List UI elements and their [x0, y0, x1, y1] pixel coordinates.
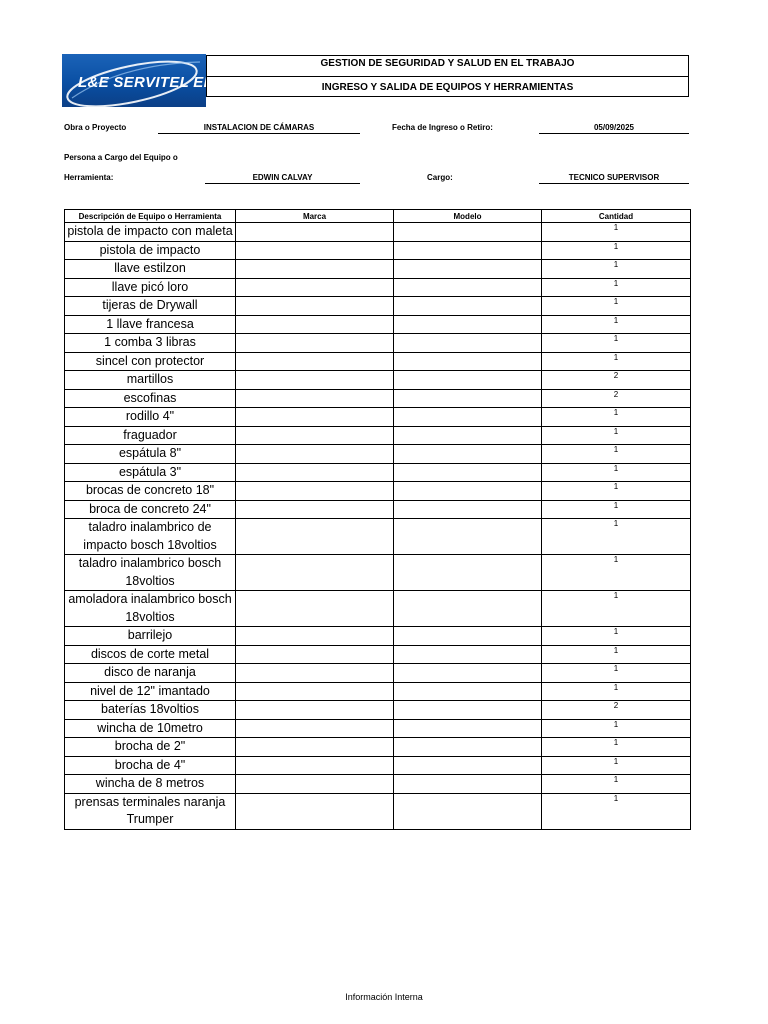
- cell-cantidad: 1: [542, 738, 691, 757]
- table-row: [65, 555, 691, 591]
- table-row: [65, 297, 691, 316]
- cell-marca: [236, 645, 394, 664]
- cell-modelo: [394, 260, 542, 279]
- cell-marca: [236, 682, 394, 701]
- cell-descripcion: tijeras de Drywall: [65, 297, 236, 316]
- fecha-value: 05/09/2025: [539, 122, 689, 134]
- cell-descripcion: 1 comba 3 libras: [65, 334, 236, 353]
- table-row: [65, 756, 691, 775]
- cell-cantidad: 1: [542, 315, 691, 334]
- title-line-1: GESTION DE SEGURIDAD Y SALUD EN EL TRABAJO: [207, 56, 688, 77]
- table-row: [65, 371, 691, 390]
- cell-cantidad: 1: [542, 352, 691, 371]
- table-row: [65, 352, 691, 371]
- table-row: [65, 426, 691, 445]
- cell-cantidad: 1: [542, 627, 691, 646]
- footer-text: Información Interna: [345, 992, 423, 1002]
- cell-marca: [236, 389, 394, 408]
- table-body: [65, 223, 691, 830]
- cell-marca: [236, 315, 394, 334]
- cell-cantidad: 1: [542, 591, 691, 627]
- cell-descripcion: llave estilzon: [65, 260, 236, 279]
- cell-cantidad: 1: [542, 463, 691, 482]
- cell-modelo: [394, 793, 542, 829]
- cell-marca: [236, 793, 394, 829]
- cell-cantidad: 2: [542, 389, 691, 408]
- cell-marca: [236, 664, 394, 683]
- cell-cantidad: 1: [542, 297, 691, 316]
- cell-marca: [236, 555, 394, 591]
- cell-descripcion: 1 llave francesa: [65, 315, 236, 334]
- cell-cantidad: 1: [542, 555, 691, 591]
- cell-descripcion: brocha de 2": [65, 738, 236, 757]
- table-row: [65, 315, 691, 334]
- cell-marca: [236, 371, 394, 390]
- header-modelo: Modelo: [394, 210, 542, 223]
- table-row: [65, 408, 691, 427]
- table-row: [65, 701, 691, 720]
- cell-descripcion: wincha de 10metro: [65, 719, 236, 738]
- cell-descripcion: nivel de 12" imantado: [65, 682, 236, 701]
- cell-modelo: [394, 426, 542, 445]
- cell-descripcion: martillos: [65, 371, 236, 390]
- cell-modelo: [394, 315, 542, 334]
- cell-marca: [236, 775, 394, 794]
- cell-marca: [236, 719, 394, 738]
- document-header: [62, 54, 689, 97]
- equipment-table: [64, 209, 691, 830]
- cell-cantidad: 1: [542, 278, 691, 297]
- cell-descripcion: fraguador: [65, 426, 236, 445]
- cell-descripcion: sincel con protector: [65, 352, 236, 371]
- cell-modelo: [394, 555, 542, 591]
- cell-marca: [236, 445, 394, 464]
- cell-descripcion: taladro inalambrico de impacto bosch 18voltios: [65, 519, 236, 555]
- cell-modelo: [394, 627, 542, 646]
- cell-modelo: [394, 278, 542, 297]
- header-marca: Marca: [236, 210, 394, 223]
- cell-descripcion: amoladora inalambrico bosch 18voltios: [65, 591, 236, 627]
- cell-marca: [236, 297, 394, 316]
- table-row: [65, 591, 691, 627]
- cell-descripcion: discos de corte metal: [65, 645, 236, 664]
- table-row: [65, 223, 691, 242]
- cell-cantidad: 1: [542, 260, 691, 279]
- cell-modelo: [394, 591, 542, 627]
- table-row: [65, 389, 691, 408]
- cell-marca: [236, 463, 394, 482]
- table-row: [65, 719, 691, 738]
- logo-text: L&E SERVITEL EIRL: [78, 74, 229, 91]
- cell-modelo: [394, 482, 542, 501]
- cell-marca: [236, 260, 394, 279]
- cell-marca: [236, 738, 394, 757]
- cell-descripcion: broca de concreto 24": [65, 500, 236, 519]
- cell-descripcion: barrilejo: [65, 627, 236, 646]
- table-row: [65, 519, 691, 555]
- fecha-label: Fecha de Ingreso o Retiro:: [392, 123, 493, 132]
- cell-cantidad: 1: [542, 719, 691, 738]
- cell-descripcion: rodillo 4": [65, 408, 236, 427]
- table-row: [65, 334, 691, 353]
- cell-descripcion: espátula 8": [65, 445, 236, 464]
- header-cantidad: Cantidad: [542, 210, 691, 223]
- cell-descripcion: brocas de concreto 18": [65, 482, 236, 501]
- persona-label-1: Persona a Cargo del Equipo o: [64, 153, 178, 162]
- cell-cantidad: 1: [542, 645, 691, 664]
- cell-descripcion: prensas terminales naranja Trumper: [65, 793, 236, 829]
- cell-marca: [236, 482, 394, 501]
- cell-modelo: [394, 297, 542, 316]
- cargo-label: Cargo:: [427, 173, 453, 182]
- table-row: [65, 241, 691, 260]
- table-row: [65, 645, 691, 664]
- cell-modelo: [394, 701, 542, 720]
- cell-modelo: [394, 352, 542, 371]
- title-line-2: INGRESO Y SALIDA DE EQUIPOS Y HERRAMIENTAS: [321, 82, 574, 93]
- cell-modelo: [394, 682, 542, 701]
- cell-modelo: [394, 664, 542, 683]
- obra-value: INSTALACION DE CÁMARAS: [158, 122, 360, 134]
- cell-cantidad: 1: [542, 756, 691, 775]
- table-row: [65, 463, 691, 482]
- cell-cantidad: 1: [542, 334, 691, 353]
- cell-marca: [236, 591, 394, 627]
- table-header-row: [65, 210, 691, 223]
- table-row: [65, 445, 691, 464]
- cell-marca: [236, 500, 394, 519]
- cell-modelo: [394, 408, 542, 427]
- cell-marca: [236, 278, 394, 297]
- cell-cantidad: 1: [542, 664, 691, 683]
- cell-descripcion: espátula 3": [65, 463, 236, 482]
- cell-modelo: [394, 241, 542, 260]
- cell-cantidad: 1: [542, 519, 691, 555]
- table-row: [65, 738, 691, 757]
- cell-modelo: [394, 389, 542, 408]
- cell-descripcion: pistola de impacto: [65, 241, 236, 260]
- cell-modelo: [394, 223, 542, 242]
- cell-cantidad: 1: [542, 408, 691, 427]
- table-row: [65, 664, 691, 683]
- cell-marca: [236, 334, 394, 353]
- cell-cantidad: 1: [542, 426, 691, 445]
- cell-marca: [236, 426, 394, 445]
- cell-modelo: [394, 719, 542, 738]
- cell-modelo: [394, 371, 542, 390]
- cell-modelo: [394, 334, 542, 353]
- cell-descripcion: llave picó loro: [65, 278, 236, 297]
- cargo-value: TECNICO SUPERVISOR: [539, 172, 689, 184]
- cell-modelo: [394, 445, 542, 464]
- cell-modelo: [394, 463, 542, 482]
- cell-cantidad: 1: [542, 482, 691, 501]
- cell-modelo: [394, 519, 542, 555]
- cell-cantidad: 1: [542, 793, 691, 829]
- header-descripcion: Descripción de Equipo o Herramienta: [65, 210, 236, 223]
- cell-descripcion: brocha de 4": [65, 756, 236, 775]
- cell-cantidad: 1: [542, 500, 691, 519]
- table-row: [65, 500, 691, 519]
- cell-modelo: [394, 756, 542, 775]
- cell-marca: [236, 701, 394, 720]
- table-row: [65, 627, 691, 646]
- cell-cantidad: 2: [542, 371, 691, 390]
- cell-descripcion: disco de naranja: [65, 664, 236, 683]
- table-row: [65, 278, 691, 297]
- cell-modelo: [394, 500, 542, 519]
- cell-modelo: [394, 645, 542, 664]
- company-logo: [62, 54, 229, 107]
- cell-modelo: [394, 775, 542, 794]
- cell-modelo: [394, 738, 542, 757]
- cell-cantidad: 1: [542, 445, 691, 464]
- cell-marca: [236, 627, 394, 646]
- table-row: [65, 682, 691, 701]
- cell-marca: [236, 352, 394, 371]
- table-row: [65, 793, 691, 829]
- cell-descripcion: wincha de 8 metros: [65, 775, 236, 794]
- cell-cantidad: 1: [542, 775, 691, 794]
- table-row: [65, 260, 691, 279]
- cell-descripcion: baterías 18voltios: [65, 701, 236, 720]
- cell-cantidad: 1: [542, 241, 691, 260]
- persona-label-2: Herramienta:: [64, 173, 114, 182]
- cell-marca: [236, 223, 394, 242]
- cell-cantidad: 1: [542, 223, 691, 242]
- table-row: [65, 775, 691, 794]
- cell-descripcion: escofinas: [65, 389, 236, 408]
- cell-cantidad: 1: [542, 682, 691, 701]
- cell-marca: [236, 756, 394, 775]
- cell-marca: [236, 408, 394, 427]
- cell-marca: [236, 519, 394, 555]
- cell-descripcion: pistola de impacto con maleta: [65, 223, 236, 242]
- persona-value: EDWIN CALVAY: [205, 172, 360, 184]
- title-box: [206, 55, 689, 97]
- cell-descripcion: taladro inalambrico bosch 18voltios: [65, 555, 236, 591]
- cell-marca: [236, 241, 394, 260]
- obra-label: Obra o Proyecto: [64, 123, 127, 132]
- table-row: [65, 482, 691, 501]
- cell-cantidad: 2: [542, 701, 691, 720]
